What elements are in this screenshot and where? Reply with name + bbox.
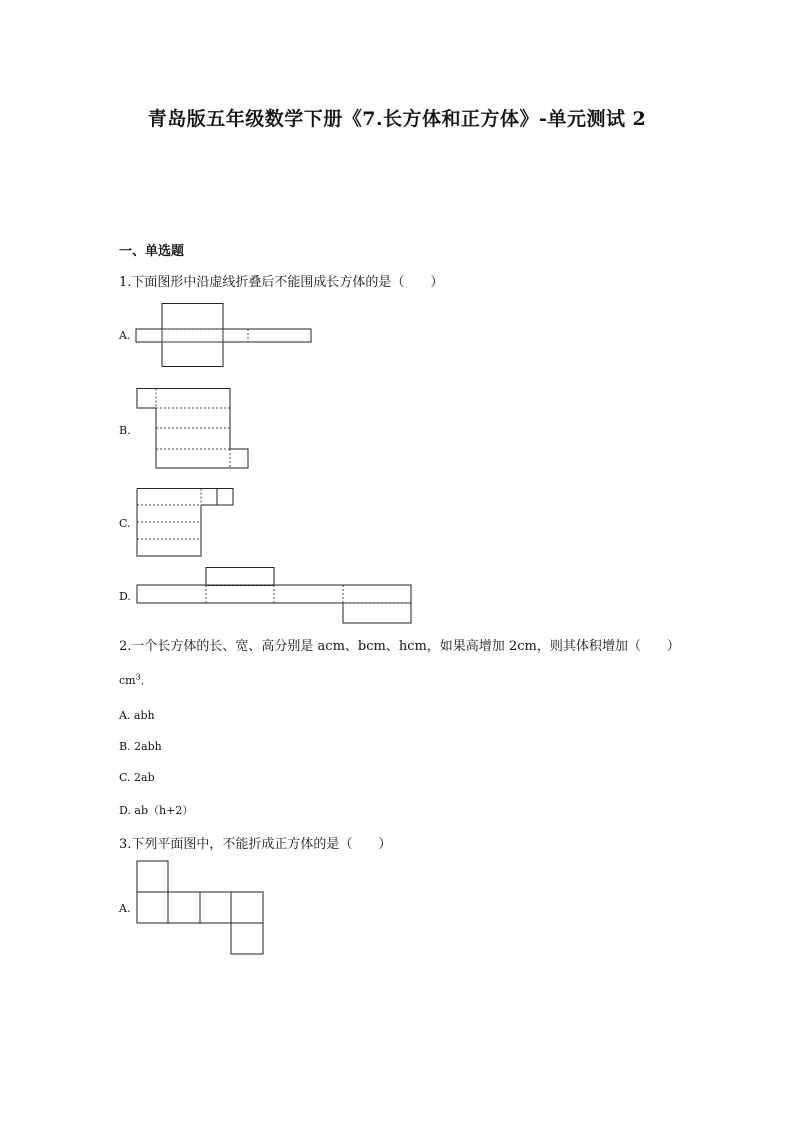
q1-option-c-figure [135,488,237,558]
q3-option-a-figure [135,860,265,956]
section-heading: 一、单选题 [119,244,185,259]
q1-option-d-label: D. [119,590,131,603]
page-title: 青岛版五年级数学下册《7.长方体和正方体》-单元测试 2 [147,108,647,130]
q3-option-a-label: A. [119,902,131,915]
q1-option-a-figure [135,303,313,369]
q2-option-c: C. 2ab [119,771,155,784]
question-3-text: 3.下列平面图中，不能折成正方体的是（ ） [119,837,392,852]
q2-option-b: B. 2abh [119,740,162,753]
q1-option-c-label: C. [119,517,131,530]
question-1-text: 1.下面图形中沿虚线折叠后不能围成长方体的是（ ） [119,275,444,290]
question-2-text: 2.一个长方体的长、宽、高分别是 acm、bcm、hcm，如果高增加 2cm，则其体积增加（ ） [119,639,680,654]
q1-option-b-figure [135,388,251,470]
q1-option-b-label: B. [119,424,131,437]
q1-option-a-label: A. [119,329,131,342]
q2-option-d: D. ab（h+2） [119,804,194,817]
q2-option-a: A. abh [119,709,155,722]
q1-option-d-figure [135,567,415,625]
q2-unit: $cm^3$． [119,672,152,687]
